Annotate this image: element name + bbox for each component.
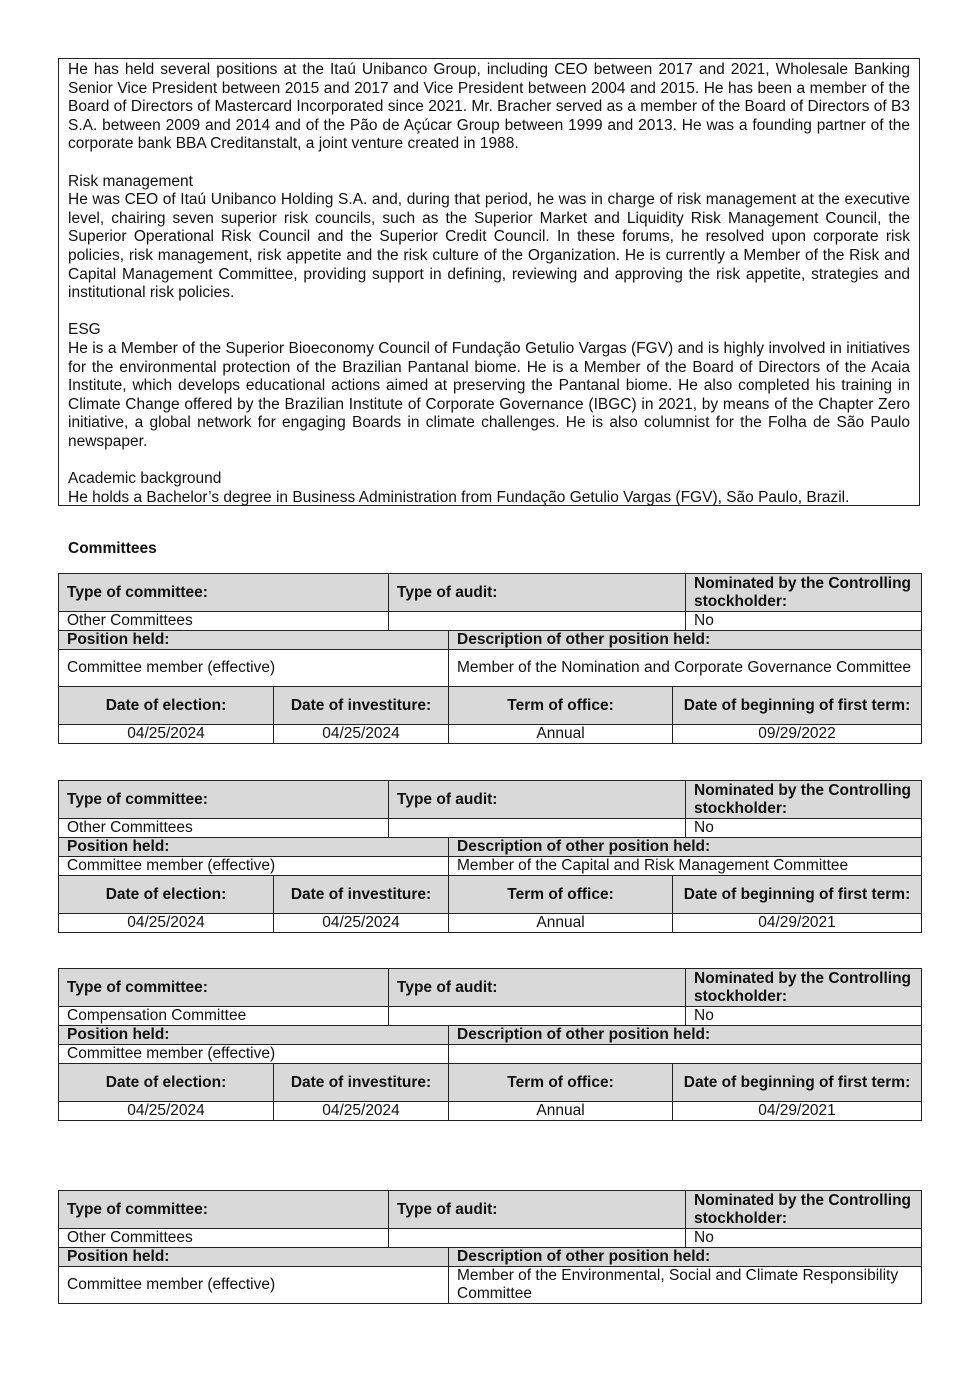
description-label: Description of other position held: (449, 1026, 922, 1045)
position-held-label: Position held: (59, 838, 449, 857)
term-office-value: Annual (449, 725, 673, 744)
committee-type-value: Other Committees (59, 1229, 389, 1248)
date-election-label: Date of election: (59, 876, 274, 914)
nominated-label: Nominated by the Controlling stockholder: (686, 1191, 922, 1229)
date-investiture-value: 04/25/2024 (274, 1102, 449, 1121)
esg-text: He is a Member of the Superior Bioeconomy Council of Fundação Getulio Vargas (FGV) and is highly involved in initiatives for the environmental protection of the Brazilian Pantanal biome. He is a Member of the Board of Directors of the Acaia Institute, which develops educational actions aimed at preserving the Pantanal biome. He also completed his training in Climate Change offered by the Brazilian Institute of Corporate Governance (IBGC) in 2021, by means of the Chapter Zero initiative, a global network for engaging Boards in climate challenges. He is also columnist for the Folha de São Paulo newspaper. (68, 339, 910, 450)
committee-type-value: Other Committees (59, 612, 389, 631)
committee-table (58, 780, 922, 933)
committee-table (58, 573, 922, 744)
nominated-value: No (686, 1229, 922, 1248)
position-held-value: Committee member (effective) (59, 1267, 449, 1304)
nominated-value: No (686, 1007, 922, 1026)
date-investiture-label: Date of investiture: (274, 687, 449, 725)
date-first-term-label: Date of beginning of first term: (673, 1064, 922, 1102)
type-of-committee-label: Type of committee: (59, 969, 389, 1007)
description-label: Description of other position held: (449, 1248, 922, 1267)
date-election-value: 04/25/2024 (59, 914, 274, 933)
audit-type-value (389, 819, 686, 838)
risk-heading: Risk management (68, 172, 193, 190)
type-of-audit-label: Type of audit: (389, 1191, 686, 1229)
date-election-label: Date of election: (59, 1064, 274, 1102)
academic-text: He holds a Bachelor’s degree in Business Administration from Fundação Getulio Vargas (FGV), São Paulo, Brazil. (68, 488, 850, 506)
term-office-label: Term of office: (449, 1064, 673, 1102)
date-first-term-label: Date of beginning of first term: (673, 876, 922, 914)
risk-section (68, 173, 910, 303)
term-office-value: Annual (449, 1102, 673, 1121)
nominated-label: Nominated by the Controlling stockholder: (686, 969, 922, 1007)
committee-table (58, 968, 922, 1121)
committee-table (58, 1190, 922, 1304)
academic-heading: Academic background (68, 470, 222, 488)
description-label: Description of other position held: (449, 631, 922, 650)
position-held-label: Position held: (59, 1026, 449, 1045)
date-investiture-value: 04/25/2024 (274, 914, 449, 933)
date-first-term-value: 09/29/2022 (673, 725, 922, 744)
committee-type-value: Compensation Committee (59, 1007, 389, 1026)
esg-section (68, 321, 910, 451)
date-election-value: 04/25/2024 (59, 1102, 274, 1121)
nominated-label: Nominated by the Controlling stockholder: (686, 781, 922, 819)
risk-text: He was CEO of Itaú Unibanco Holding S.A. and, during that period, he was in charge of risk management at the executive level, chairing seven superior risk councils, such as the Superior Market and Liquidity Risk Management Council, the Superior Operational Risk Council and the Superior Credit Council. In these forums, he resolved upon corporate risk policies, risk management, risk appetite and the risk culture of the Organization. He is currently a Member of the Risk and Capital Management Committee, providing support in defining, reviewing and approving the risk appetite, strategies and institutional risk policies. (68, 191, 910, 302)
committees-title: Committees (68, 540, 157, 557)
description-value (449, 1045, 922, 1064)
date-election-value: 04/25/2024 (59, 725, 274, 744)
description-label: Description of other position held: (449, 838, 922, 857)
term-office-label: Term of office: (449, 687, 673, 725)
type-of-committee-label: Type of committee: (59, 781, 389, 819)
biography-box (58, 58, 920, 506)
position-held-value: Committee member (effective) (59, 650, 449, 687)
audit-type-value (389, 1007, 686, 1026)
position-held-value: Committee member (effective) (59, 1045, 449, 1064)
position-held-label: Position held: (59, 1248, 449, 1267)
academic-section (68, 470, 910, 507)
position-held-value: Committee member (effective) (59, 857, 449, 876)
date-first-term-value: 04/29/2021 (673, 1102, 922, 1121)
description-value: Member of the Nomination and Corporate Governance Committee (449, 650, 922, 687)
esg-heading: ESG (68, 321, 101, 339)
date-election-label: Date of election: (59, 687, 274, 725)
type-of-committee-label: Type of committee: (59, 574, 389, 612)
term-office-value: Annual (449, 914, 673, 933)
position-held-label: Position held: (59, 631, 449, 650)
type-of-audit-label: Type of audit: (389, 969, 686, 1007)
date-investiture-label: Date of investiture: (274, 876, 449, 914)
audit-type-value (389, 612, 686, 631)
bio-intro: He has held several positions at the Itaú Unibanco Group, including CEO between 2017 and 2021, Wholesale Banking Senior Vice President between 2015 and 2017 and Vice President between 2004 and 2015. He has been a member of the Board of Directors of Mastercard Incorporated since 2021. Mr. Bracher served as a member of the Board of Directors of B3 S.A. between 2009 and 2014 and of the Pão de Açúcar Group between 1999 and 2013. He was a founding partner of the corporate bank BBA Creditanstalt, a joint venture created in 1988. (68, 61, 910, 153)
date-investiture-value: 04/25/2024 (274, 725, 449, 744)
nominated-value: No (686, 819, 922, 838)
type-of-audit-label: Type of audit: (389, 781, 686, 819)
date-investiture-label: Date of investiture: (274, 1064, 449, 1102)
audit-type-value (389, 1229, 686, 1248)
type-of-committee-label: Type of committee: (59, 1191, 389, 1229)
date-first-term-value: 04/29/2021 (673, 914, 922, 933)
date-first-term-label: Date of beginning of first term: (673, 687, 922, 725)
type-of-audit-label: Type of audit: (389, 574, 686, 612)
description-value: Member of the Environmental, Social and Climate Responsibility Committee (449, 1267, 922, 1304)
term-office-label: Term of office: (449, 876, 673, 914)
nominated-value: No (686, 612, 922, 631)
committee-type-value: Other Committees (59, 819, 389, 838)
nominated-label: Nominated by the Controlling stockholder: (686, 574, 922, 612)
description-value: Member of the Capital and Risk Management Committee (449, 857, 922, 876)
